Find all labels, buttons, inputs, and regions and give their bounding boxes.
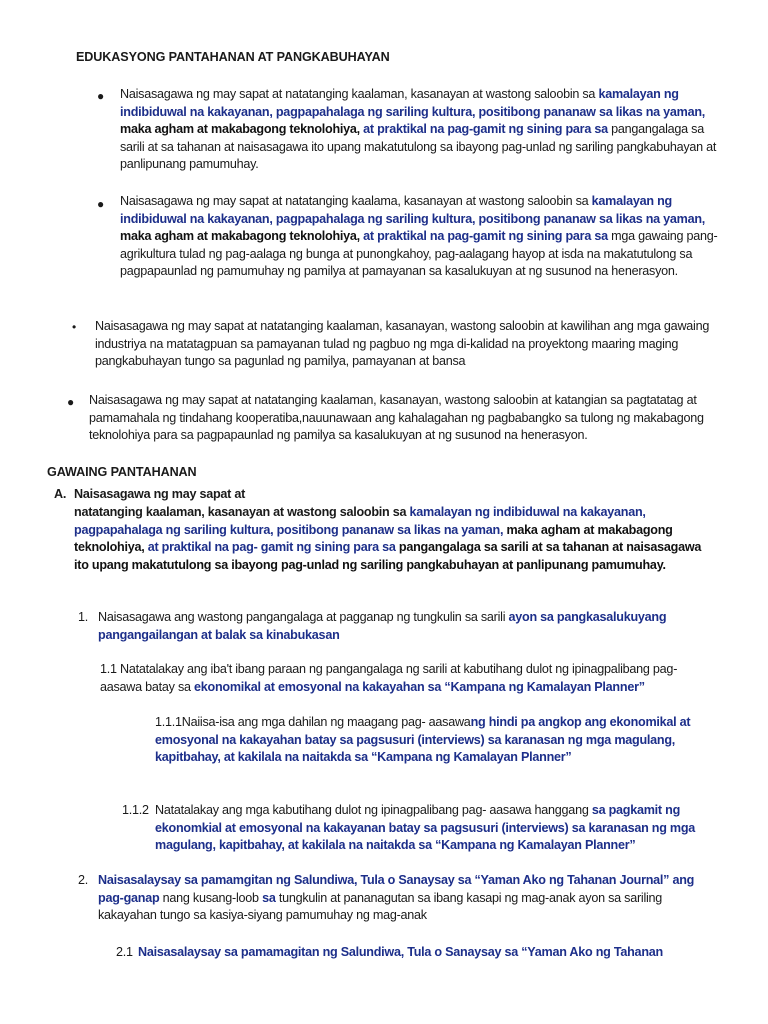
section-a-paragraph [74,504,714,574]
highlight-span: kamalayan ng indibiduwal na kakayanan, pagpapahalaga ng sariling kultura, positibong pananaw sa likas na yaman, [74,505,646,537]
bullet-marker: • [72,320,77,334]
bullet-marker: ● [97,89,105,103]
text-span: Naiisa-isa ang mga dahilan ng maagang pag- aasawa [181,715,471,729]
highlight-span: sa [262,890,276,905]
bullet-marker: ● [97,197,105,211]
item-1-text [98,609,718,644]
highlight-span: ng hindi pa angkop ang ekonomikal at emosyonal na kakayahan batay sa pagsusuri (interviews) sa karanasan ng mga magulang, kapitbahay, at kakilala na naitakda sa “Kampana ng Kamalayan Planner” [155,715,691,765]
item-2-text [98,872,718,925]
item-2-1-text: Naisasalaysay sa pamamagitan ng Salundiwa, Tula o Sanaysay sa “Yaman Ako ng Tahanan [138,945,663,959]
item-1-1-text [100,661,705,696]
bold-span: maka agham at makabagong teknolohiya, [74,522,673,555]
bold-span: maka agham at makabagong teknolohiya, [120,122,360,137]
text-span: tungkulin at pananagutan sa ibang kasapi ng mag-anak ayon sa sariling kakayahan tungo sa kasiya-siyang pamumuhay ng mag-anak [98,890,663,923]
highlight-span: ekonomikal at emosyonal na kakayahan sa “Kampana ng Kamalayan Planner” [194,679,645,694]
bold-span: maka agham at makabagong teknolohiya, [120,229,360,244]
text-span: Naisasagawa ang wastong pangangalaga at pagganap ng tungkulin sa sarili [98,610,509,624]
bullet-marker: ● [67,395,75,409]
highlight-span: at praktikal na pag-gamit ng sining para sa [359,229,608,244]
highlight-span: kamalayan ng indibiduwal na kakayanan, pagpapahalaga ng sariling kultura, positibong pananaw sa likas na yaman, [120,87,706,119]
highlight-span: kamalayan ng indibiduwal na kakayanan, pagpapahalaga ng sariling kultura, positibong pananaw sa likas na yaman, [120,194,706,226]
item-number: 1.1.2 [122,803,149,817]
text-span: Naisasagawa ng may sapat at natatanging kaalaman, kasanayan, wastong saloobin at kawilihan ang mga gawaing industriya na matatagpuan sa pamayanan tulad ng pagbuo ng mga di-kalidad na proyektong maaring maging pangkabuhayan tungo sa pagunlad ng pamilya, pamayanan at bansa [95,319,710,369]
objective-paragraph-4 [89,392,724,445]
item-number: 1. [78,610,89,624]
highlight-span: Naisasalaysay sa pamamgitan ng Salundiwa, Tula o Sanaysay sa “Yaman Ako ng Tahanan Journal” ang pag-ganap [98,873,695,905]
item-1-1-1-text [155,714,710,767]
text-span: Naisasagawa ng may sapat at natatanging kaalaman, kasanayan, wastong saloobin at katangian sa pagtatatag at pamamahala ng tindahang kooperatiba,nauunawaan ang kahalagahan ng pagbabangko sa tulong ng makabagong teknolohiya para sa pagpapaunlad ng pamilya sa kasalukuyan at ng susunod na henerasyon. [89,393,704,443]
item-number: 2. [78,873,89,887]
document-title: EDUKASYONG PANTAHANAN AT PANGKABUHAYAN [76,50,390,64]
text-span: Naisasagawa ng may sapat at natatanging kaalaman, kasanayan at wastong saloobin sa [120,87,599,101]
highlight-span: ayon sa pangkasalukuyang pangangailangan at balak sa kinabukasan [98,610,667,642]
objective-paragraph-2 [120,193,720,281]
text-span: mga gawaing pang- agrikultura tulad ng pag-aalaga ng bunga at punongkahoy, pag-aalagang hayop at isda na makatutulong sa pagpapaunlad ng pamumuhay ng pamilya at pamayanan sa kasalukuyan at ng susunod na henerasyon. [120,229,718,279]
objective-paragraph-3 [95,318,720,371]
item-1-1-2-text [155,802,715,855]
highlight-span: at praktikal na pag- gamit ng sining para sa [144,540,396,555]
text-span: Natatalakay ang iba't ibang paraan ng pangangalaga ng sarili at kabutihang dulot ng ipinagpalibang pag-aasawa batay sa [100,662,678,694]
text-span: Naisasagawa ng may sapat at natatanging kaalama, kasanayan at wastong saloobin sa [120,194,592,208]
highlight-span: at praktikal na pag-gamit ng sining para sa [359,122,608,137]
section-a-label: A. [54,487,67,501]
section-heading: GAWAING PANTAHANAN [47,465,197,479]
text-span: pangangalaga sa sarili at sa tahanan at naisasagawa ito upang makatutulong sa ibayong pag-unlad ng sariling pangkabuhayan at panlipunang pamumuhay. [120,122,717,172]
section-a-intro: Naisasagawa ng may sapat at [74,487,246,501]
text-span: Natatalakay ang mga kabutihang dulot ng ipinagpalibang pag- aasawa hanggang [155,803,592,817]
item-number: 2.1 [116,945,133,959]
objective-paragraph-1 [120,86,720,174]
item-number: 1.1.1 [155,715,182,729]
item-number: 1.1 [100,662,117,676]
text-span: nang kusang-loob [159,890,263,905]
bold-span: natatanging kaalaman, kasanayan at wastong saloobin sa [74,505,410,519]
bold-span: pangangalaga sa sarili at sa tahanan at naisasagawa ito upang makatutulong sa ibayong pag-unlad ng sariling pangkabuhayan at panlipunang pamumuhay. [74,540,702,572]
highlight-span: sa pagkamit ng ekonomkial at emosyonal na kakayanan batay sa pagsusuri (interviews) sa karanasan ng mga magulang, kapitbahay, at kakilala na naitakda sa “Kampana ng Kamalayan Planner” [155,803,696,853]
